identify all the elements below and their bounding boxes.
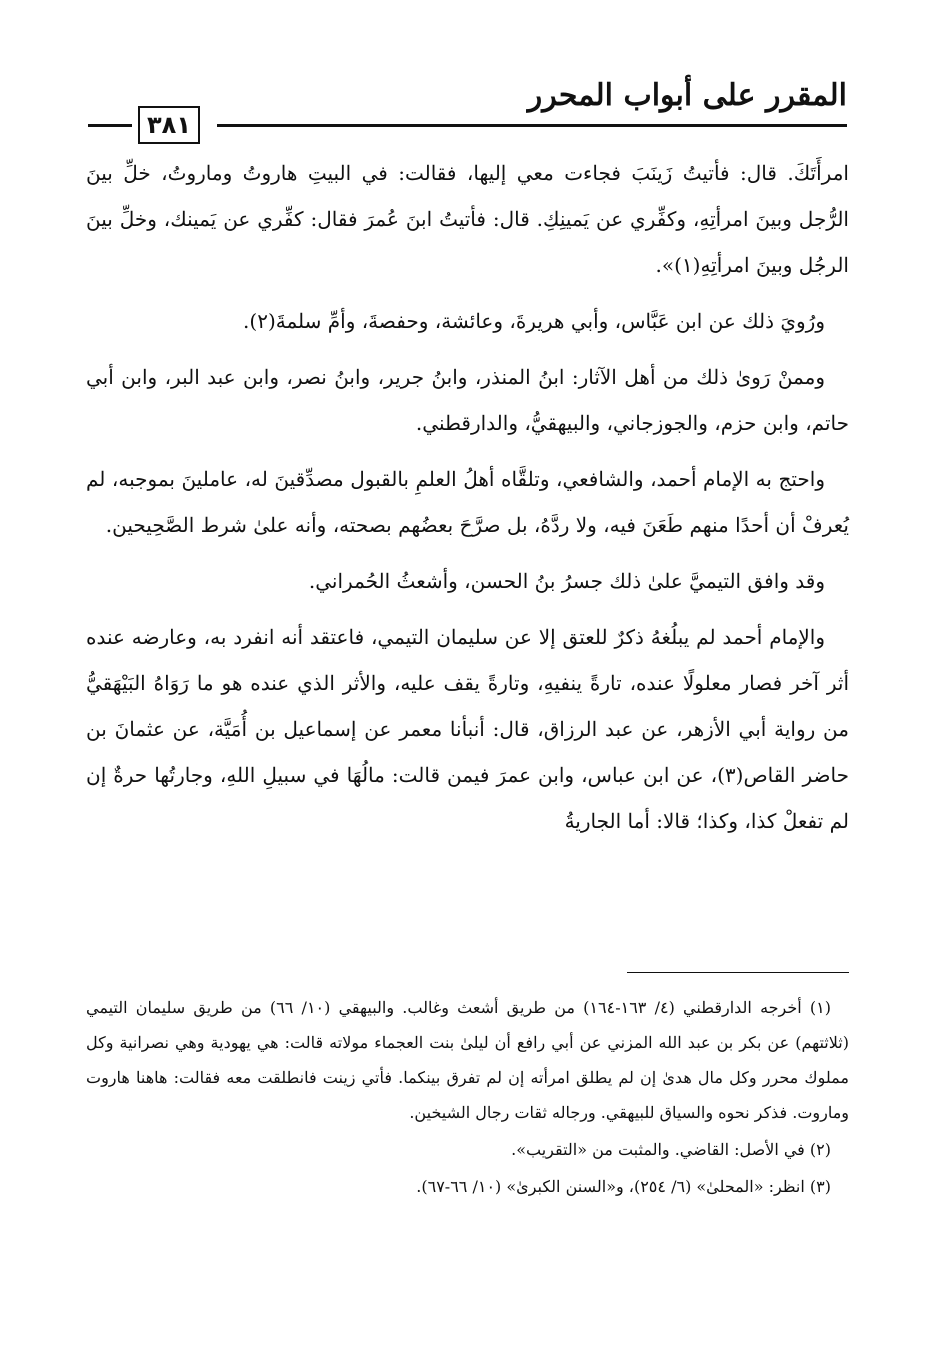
paragraph: والإمام أحمد لم يبلُغهُ ذكرٌ للعتق إلا عن سليمان التيمي، فاعتقد أنه انفرد به، وعارضه عنده أثر آخر فصار معلولًا عنده، تارةً ينفيهِ، وتارةً يقف عليه، والأثر الذي عنده هو ما رَوَاهُ البَيْهَقيُّ من رواية أبي الأزهر، عن عبد الرزاق، قال: أنبأنا معمر عن إسماعيل بن أُمَيَّة، عن عثمانَ بن حاضر القاص(٣)، عن ابن عباس، وابن عمرَ فيمن قالت: مالُهَا في سبيلِ اللهِ، وجارتُها حرةٌ إن لم تفعلْ كذا، وكذا؛ قالا: أما الجاريةُ (86, 625, 849, 833)
page-number: ٣٨١ (138, 106, 200, 144)
footnote: (٢) في الأصل: القاضي. والمثبت من «التقريب». (511, 1140, 831, 1159)
header-rule-left (88, 124, 132, 127)
paragraph: واحتج به الإمام أحمد، والشافعي، وتلقَّاه أهلُ العلمِ بالقبول مصدِّقينَ له، عاملينَ بموجبه، لم يُعرفْ أن أحدًا منهم طَعَنَ فيه، ولا ردَّهُ، بل صرَّحَ بعضُهم بصحته، وأنه علىٰ شرط الصَّحِيحين. (86, 467, 849, 537)
paragraph: ورُويَ ذلك عن ابن عَبَّاس، وأبي هريرةَ، وعائشة، وحفصةَ، وأمِّ سلمةَ(٢). (243, 309, 825, 333)
paragraph: وقد وافق التيميَّ علىٰ ذلك جسرُ بنُ الحسن، وأشعثُ الحُمراني. (308, 569, 825, 593)
main-text-body (86, 150, 849, 854)
footnote: (١) أخرجه الدارقطني (٤/ ١٦٣-١٦٤) من طريق أشعث وغالب. والبيهقي (١٠/ ٦٦) من طريق سليمان التيمي (ثلاثتهم) عن بكر بن عبد الله المزني عن أبي رافع أن ليلىٰ بنت العجماء مولاته قالت: هي يهودية وهي نصرانية وكل مملوك محرر وكل مال هدىٰ إن لم يطلق امرأته إن لم تفرق بينكما. فأتي زينت فانطلقت معه فقالت: هاهنا هاروت وماروت. فذكر نحوه والسياق للبيهقي. ورجاله ثقات رجال الشيخين. (86, 998, 849, 1122)
footnote: (٣) انظر: «المحلىٰ» (٦/ ٢٥٤)، و«السنن الكبرىٰ» (١٠/ ٦٦-٦٧). (416, 1177, 831, 1196)
header-rule (217, 124, 847, 127)
footnotes (86, 990, 849, 1206)
running-header-title: المقرر على أبواب المحرر (527, 78, 847, 113)
paragraph: امرأَتَكَ. قال: فأتيتُ زَينَبَ فجاءت معي إليها، فقالت: في البيتِ هاروتُ وماروتُ، خلِّ بينَ الرُّجل وبينَ امرأتِهِ، وكفِّري عن يَمينِكِ. قال: فأتيتُ ابنَ عُمرَ فقال: كفِّري عن يَمينك، وخلِّ بينَ الرجُل وبينَ امرأتِهِ(١)». (86, 161, 849, 277)
footnote-separator (627, 972, 849, 973)
paragraph: وممنْ رَوىٰ ذلك من أهل الآثار: ابنُ المنذر، وابنُ جرير، وابنُ نصر، وابن عبد البر، وابن أبي حاتم، وابن حزم، والجوزجاني، والبيهقيُّ، والدارقطني. (86, 365, 849, 435)
